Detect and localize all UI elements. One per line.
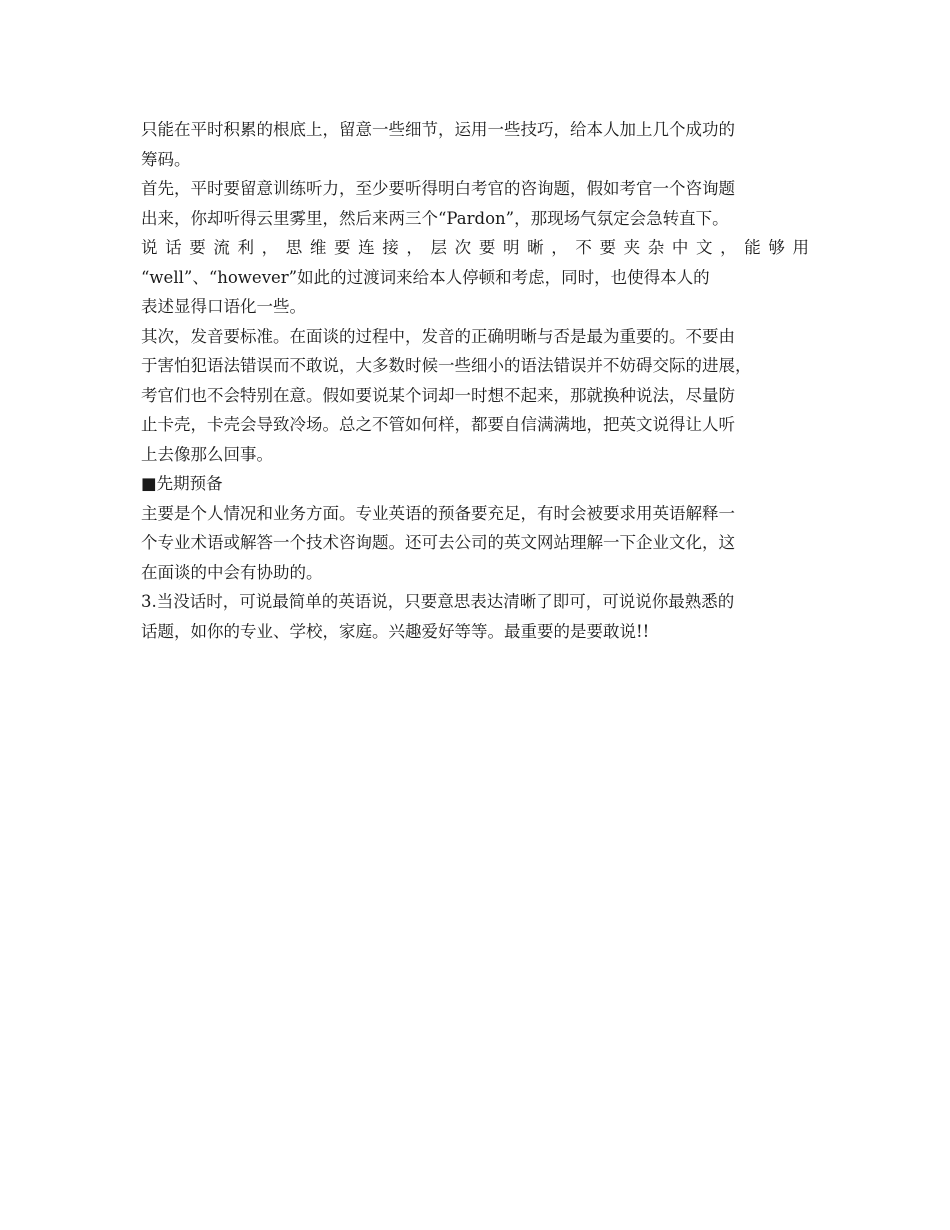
text-line: 上去像那么回事。 bbox=[141, 444, 273, 464]
text-line: 考官们也不会特别在意。假如要说某个词却一时想不起来，那就换种说法，尽量防 bbox=[141, 385, 735, 405]
text-line: 表述显得口语化一些。 bbox=[141, 297, 306, 316]
text-line: 话题，如你的专业、学校，家庭。兴趣爱好等等。最重要的是要敢说!! bbox=[141, 621, 650, 641]
text-line: 只能在平时积累的根底上，留意一些细节，运用一些技巧，给本人加上几个成功的 bbox=[141, 120, 735, 139]
text-line: 在面谈的中会有协助的。 bbox=[141, 562, 323, 582]
text-line: “well”、“however”如此的过渡词来给本人停顿和考虑，同时，也使得本人的 bbox=[141, 267, 710, 287]
text-line: 说话要流利，思维要连接，层次要明晰，不要夹杂中文，能够用 bbox=[141, 238, 809, 257]
text-line: 于害怕犯语法错误而不敢说，大多数时候一些细小的语法错误并不妨碍交际的进展， bbox=[141, 356, 752, 375]
text-line: 其次，发音要标准。在面谈的过程中，发音的正确明晰与否是最为重要的。不要由 bbox=[141, 326, 735, 346]
text-line: 个专业术语或解答一个技术咨询题。还可去公司的英文网站理解一下企业文化，这 bbox=[141, 533, 735, 552]
text-line: 主要是个人情况和业务方面。专业英语的预备要充足，有时会被要求用英语解释一 bbox=[141, 503, 735, 523]
text-line: 首先，平时要留意训练听力，至少要听得明白考官的咨询题，假如考官一个咨询题 bbox=[141, 179, 735, 198]
text-line: 止卡壳，卡壳会导致冷场。总之不管如何样，都要自信满满地，把英文说得让人听 bbox=[141, 415, 735, 434]
text-line: 筹码。 bbox=[141, 149, 191, 169]
document-body bbox=[141, 115, 809, 646]
section-heading: ■先期预备 bbox=[141, 474, 223, 493]
text-line: 3.当没话时，可说最简单的英语说，只要意思表达清晰了即可，可说说你最熟悉的 bbox=[141, 592, 735, 611]
text-line: 出来，你却听得云里雾里，然后来两三个“Pardon”，那现场气氛定会急转直下。 bbox=[141, 208, 729, 228]
